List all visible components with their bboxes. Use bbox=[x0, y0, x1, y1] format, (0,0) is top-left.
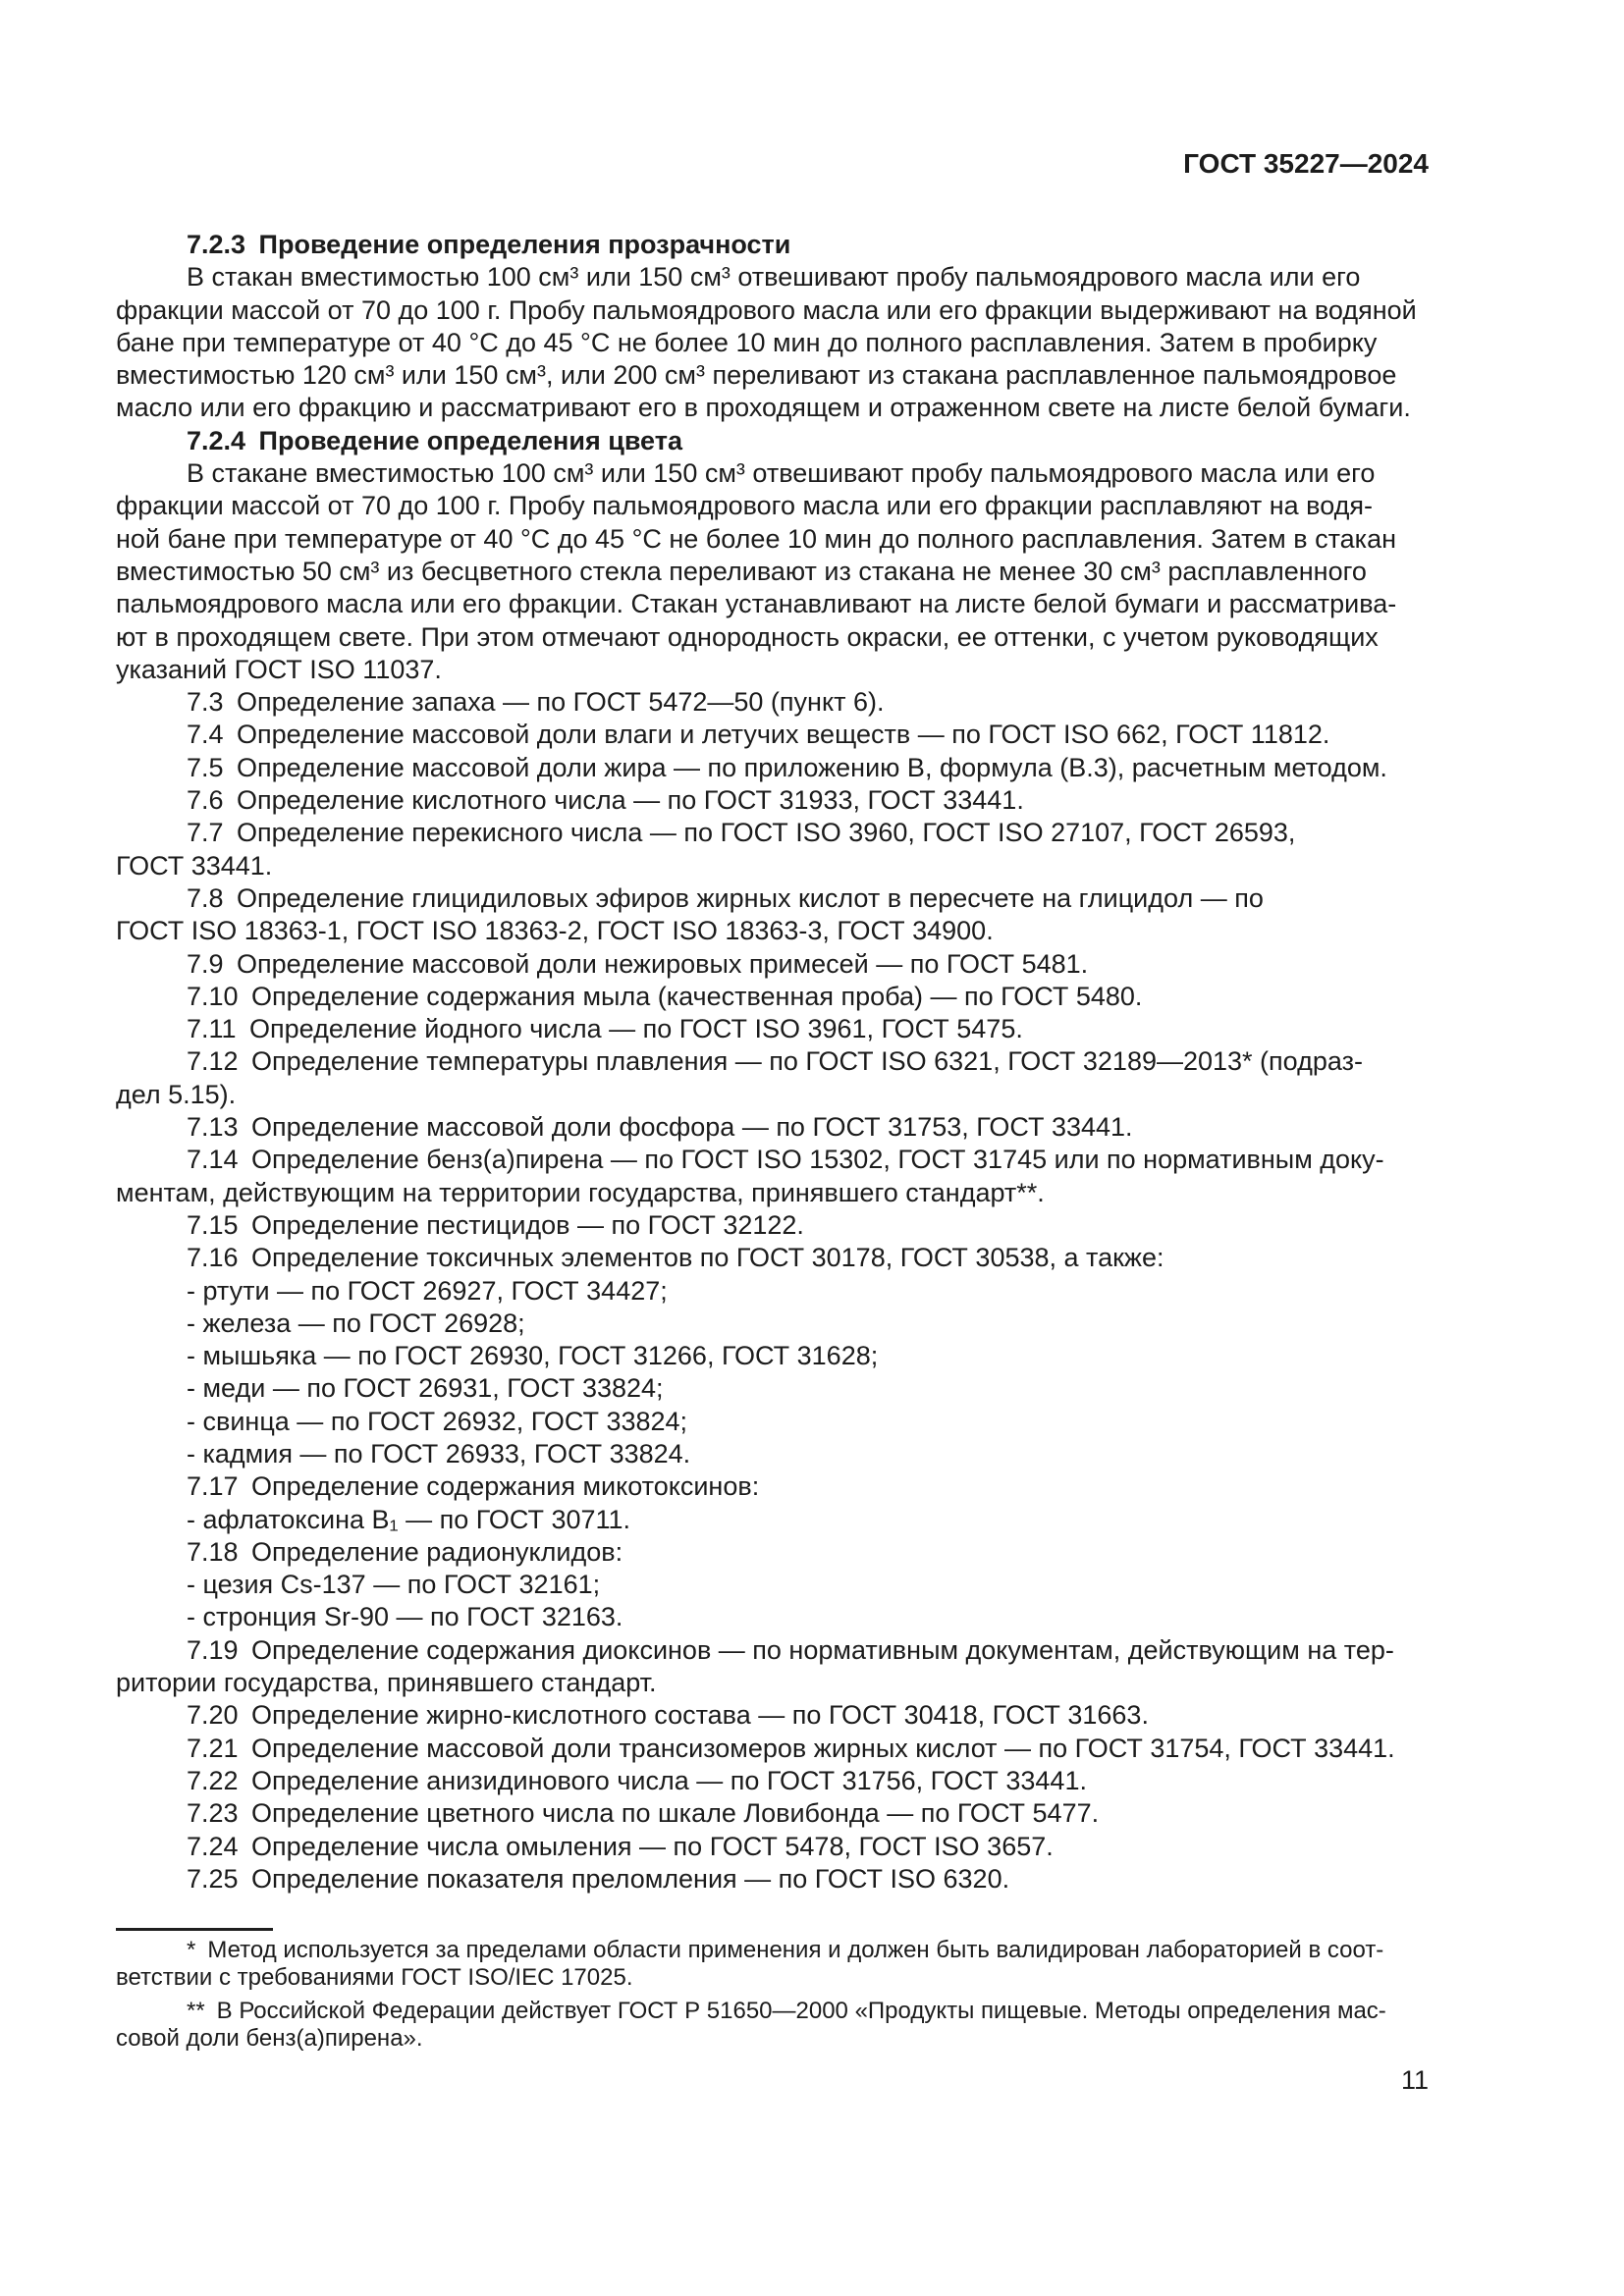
paragraph-line: В стакане вместимостью 100 см³ или 150 см³ отвешивают пробу пальмоядрового масла или его bbox=[187, 458, 1376, 489]
paragraph-line: ют в проходящем свете. При этом отмечают однородность окраски, ее оттенки, с учетом руководящих bbox=[116, 621, 1379, 652]
clause-line: 7.7 Определение перекисного числа — по ГОСТ ISO 3960, ГОСТ ISO 27107, ГОСТ 26593, bbox=[187, 818, 1296, 848]
paragraph-line: ной бане при температуре от 40 °С до 45 °С не более 10 мин до полного расплавления. Затем в стакан bbox=[116, 523, 1396, 554]
clause-line: 7.21 Определение массовой доли трансизомеров жирных кислот — по ГОСТ 31754, ГОСТ 33441. bbox=[187, 1733, 1395, 1763]
clause-line: 7.4 Определение массовой доли влаги и летучих веществ — по ГОСТ ISO 662, ГОСТ 11812. bbox=[187, 720, 1330, 750]
clause-line: 7.14 Определение бенз(а)пирена — по ГОСТ ISO 15302, ГОСТ 31745 или по нормативным доку- bbox=[187, 1145, 1384, 1175]
clause-line: 7.10 Определение содержания мыла (качественная проба) — по ГОСТ 5480. bbox=[187, 981, 1143, 1011]
paragraph-line: указаний ГОСТ ISO 11037. bbox=[116, 654, 442, 684]
clause-line: 7.15 Определение пестицидов — по ГОСТ 32122. bbox=[187, 1209, 804, 1240]
clause-line: 7.24 Определение числа омыления — по ГОСТ 5478, ГОСТ ISO 3657. bbox=[187, 1831, 1054, 1861]
list-item-line: - мышьяка — по ГОСТ 26930, ГОСТ 31266, ГОСТ 31628; bbox=[187, 1341, 879, 1371]
clause-line: 7.13 Определение массовой доли фосфора — по ГОСТ 31753, ГОСТ 33441. bbox=[187, 1112, 1133, 1143]
footnote-line: * Метод используется за пределами области применения и должен быть валидирован лабораторией в соот- bbox=[187, 1937, 1384, 1963]
paragraph-line: пальмоядрового масла или его фракции. Стакан устанавливают на листе белой бумаги и рассматрива- bbox=[116, 589, 1397, 619]
paragraph-line: В стакан вместимостью 100 см³ или 150 см³ отвешивают пробу пальмоядрового масла или его bbox=[187, 262, 1361, 293]
clause-line: 7.12 Определение температуры плавления — по ГОСТ ISO 6321, ГОСТ 32189—2013* (подраз- bbox=[187, 1046, 1363, 1077]
clause-line: 7.18 Определение радионуклидов: bbox=[187, 1536, 623, 1567]
clause-line: 7.9 Определение массовой доли нежировых примесей — по ГОСТ 5481. bbox=[187, 948, 1089, 979]
list-item-line: - кадмия — по ГОСТ 26933, ГОСТ 33824. bbox=[187, 1438, 691, 1468]
clause-line: 7.8 Определение глицидиловых эфиров жирных кислот в пересчете на глицидол — по bbox=[187, 882, 1264, 913]
standard-number-header: ГОСТ 35227—2024 bbox=[1183, 148, 1429, 179]
footnote bbox=[116, 1937, 1429, 1991]
paragraph-line: бане при температуре от 40 °С до 45 °С не более 10 мин до полного расплавления. Затем в пробирку bbox=[116, 327, 1378, 357]
clause-line: 7.3 Определение запаха — по ГОСТ 5472—50 (пункт 6). bbox=[187, 687, 885, 718]
list-item-line: - ртути — по ГОСТ 26927, ГОСТ 34427; bbox=[187, 1275, 668, 1306]
footnote-line: ** В Российской Федерации действует ГОСТ Р 51650—2000 «Продукты пищевые. Методы определения мас- bbox=[187, 1998, 1386, 2025]
paragraph-line: ГОСТ ISO 18363-1, ГОСТ ISO 18363-2, ГОСТ ISO 18363-3, ГОСТ 34900. bbox=[116, 916, 994, 946]
clause-line: 7.19 Определение содержания диоксинов — по нормативным документам, действующим на тер- bbox=[187, 1634, 1394, 1665]
clause-line: 7.23 Определение цветного числа по шкале Ловибонда — по ГОСТ 5477. bbox=[187, 1798, 1100, 1829]
paragraph-line: ментам, действующим на территории государства, принявшего стандарт**. bbox=[116, 1177, 1045, 1207]
paragraph-line: вместимостью 50 см³ из бесцветного стекла переливают из стакана не менее 30 см³ расплавленного bbox=[116, 556, 1367, 586]
footnote-line: совой доли бенз(а)пирена». bbox=[116, 2024, 423, 2052]
footnote bbox=[116, 1998, 1429, 2052]
list-item-line: - железа — по ГОСТ 26928; bbox=[187, 1308, 525, 1338]
list-item-line: - свинца — по ГОСТ 26932, ГОСТ 33824; bbox=[187, 1406, 688, 1436]
paragraph-line: вместимостью 120 см³ или 150 см³, или 200 см³ переливают из стакана расплавленное пальмоядровое bbox=[116, 360, 1397, 391]
paragraph-line: ГОСТ 33441. bbox=[116, 850, 273, 881]
paragraph-line: масло или его фракцию и рассматривают его в проходящем и отраженном свете на листе белой бумаги. bbox=[116, 393, 1411, 423]
section-heading: 7.2.4 Проведение определения цвета bbox=[187, 425, 682, 455]
footnote-line: ветствии с требованиями ГОСТ ISO/IEC 17025. bbox=[116, 1963, 633, 1991]
clause-line: 7.16 Определение токсичных элементов по ГОСТ 30178, ГОСТ 30538, а также: bbox=[187, 1243, 1164, 1273]
clause-line: 7.25 Определение показателя преломления — по ГОСТ ISO 6320. bbox=[187, 1863, 1010, 1894]
clause-line: 7.17 Определение содержания микотоксинов: bbox=[187, 1471, 760, 1502]
section-heading: 7.2.3 Проведение определения прозрачности bbox=[187, 230, 791, 259]
paragraph-line: дел 5.15). bbox=[116, 1079, 237, 1109]
clause-line: 7.5 Определение массовой доли жира — по приложению В, формула (В.3), расчетным методом. bbox=[187, 752, 1387, 782]
list-item-line: - меди — по ГОСТ 26931, ГОСТ 33824; bbox=[187, 1373, 664, 1404]
paragraph-line: ритории государства, принявшего стандарт. bbox=[116, 1668, 657, 1698]
list-item-line: - афлатоксина В₁ — по ГОСТ 30711. bbox=[187, 1504, 631, 1534]
paragraph-line: фракции массой от 70 до 100 г. Пробу пальмоядрового масла или его фракции выдерживают на водяной bbox=[116, 294, 1417, 325]
clause-line: 7.22 Определение анизидинового числа — по ГОСТ 31756, ГОСТ 33441. bbox=[187, 1765, 1087, 1795]
footnote-rule bbox=[116, 1928, 273, 1931]
clause-line: 7.11 Определение йодного числа — по ГОСТ ISO 3961, ГОСТ 5475. bbox=[187, 1014, 1023, 1044]
footnotes-section bbox=[116, 1937, 1429, 2052]
page-number: 11 bbox=[1400, 2065, 1429, 2095]
list-item-line: - стронция Sr-90 — по ГОСТ 32163. bbox=[187, 1602, 623, 1632]
list-item-line: - цезия Cs-137 — по ГОСТ 32161; bbox=[187, 1570, 601, 1600]
clause-line: 7.6 Определение кислотного числа — по ГОСТ 31933, ГОСТ 33441. bbox=[187, 785, 1024, 816]
paragraph-line: фракции массой от 70 до 100 г. Пробу пальмоядрового масла или его фракции расплавляют на водя- bbox=[116, 491, 1374, 521]
document-body bbox=[116, 229, 1429, 1896]
clause-line: 7.20 Определение жирно-кислотного состава — по ГОСТ 30418, ГОСТ 31663. bbox=[187, 1700, 1149, 1731]
